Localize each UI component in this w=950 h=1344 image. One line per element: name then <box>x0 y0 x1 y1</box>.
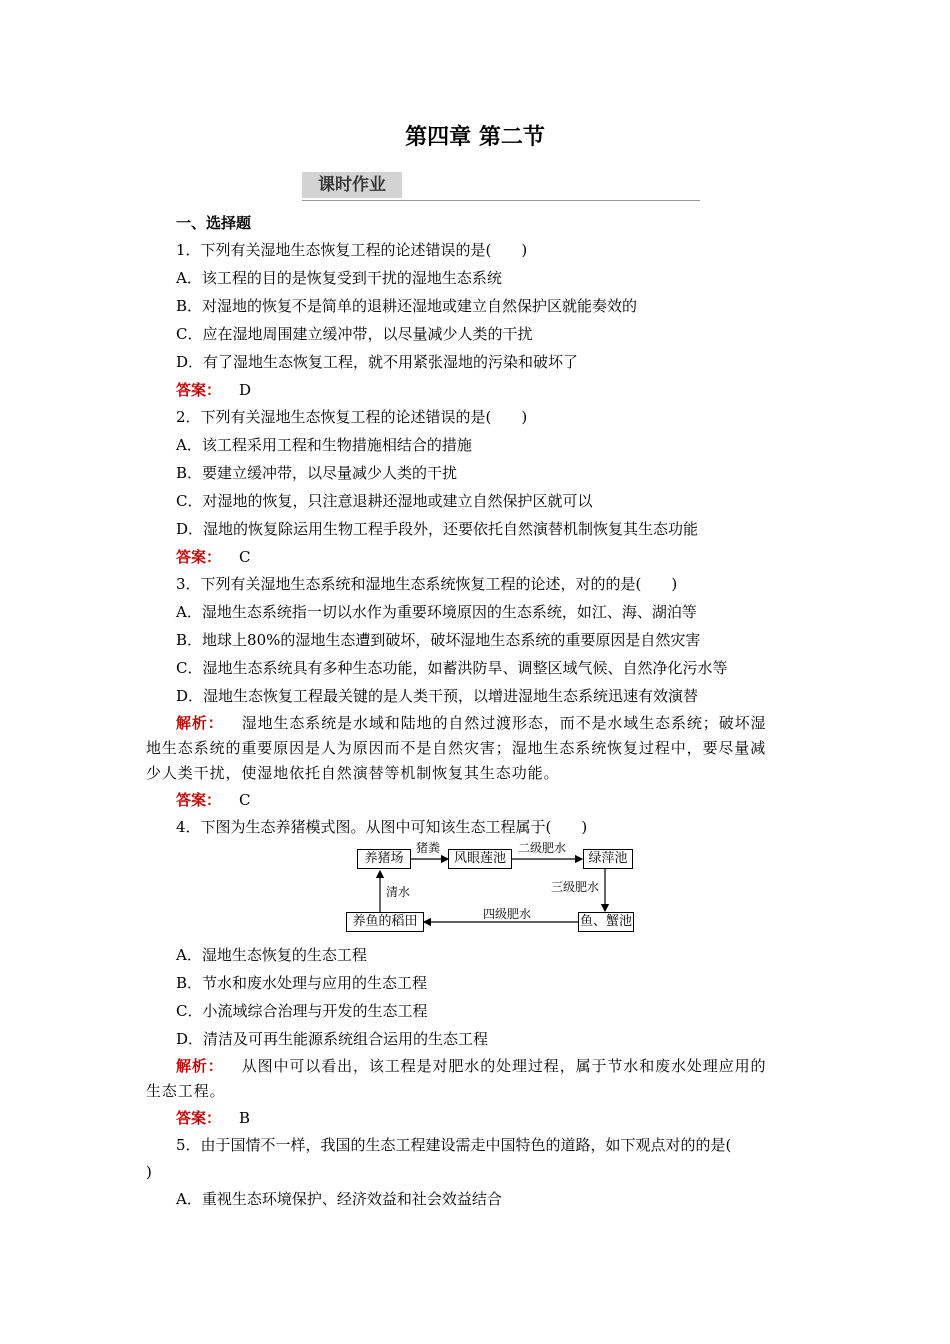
q3-option-d: D．湿地生态恢复工程最关键的是人类干预，以增进湿地生态系统迅速有效演替 <box>176 687 699 705</box>
answer-value: C <box>239 791 251 809</box>
section-heading: 一、选择题 <box>176 214 252 232</box>
q5-option-a: A．重视生态环境保护、经济效益和社会效益结合 <box>176 1190 502 1208</box>
q4-explanation-line-2: 生态工程。 <box>146 1082 226 1100</box>
eco-pig-farming-diagram <box>340 840 640 940</box>
answer-value: D <box>239 381 252 399</box>
q4-explanation-line-1: 解析： 从图中可以看出，该工程是对肥水的处理过程，属于节水和废水处理应用的 <box>176 1057 767 1075</box>
q1-option-c: C．应在湿地周围建立缓冲带，以尽量减少人类的干扰 <box>176 325 533 343</box>
q4-option-a: A．湿地生态恢复的生态工程 <box>176 946 367 964</box>
edge-label-level4: 四级肥水 <box>483 907 532 921</box>
q1-option-d: D．有了湿地生态恢复工程，就不用紧张湿地的污染和破坏了 <box>176 353 579 371</box>
explanation-label: 解析： <box>176 714 224 732</box>
answer-label: 答案： <box>176 381 222 399</box>
q2-option-a: A．该工程采用工程和生物措施相结合的措施 <box>176 436 472 454</box>
q2-option-c: C．对湿地的恢复，只注意退耕还湿地或建立自然保护区就可以 <box>176 492 593 510</box>
node-lotus-pond: 风眼莲池 <box>448 849 512 869</box>
q4-answer <box>176 1108 250 1128</box>
q1-answer <box>176 380 251 400</box>
q3-option-b: B．地球上80%的湿地生态遭到破坏，破坏湿地生态系统的重要原因是自然灾害 <box>176 631 701 649</box>
edge-label-pig-manure: 猪粪 <box>416 841 441 855</box>
q3-option-a: A．湿地生态系统指一切以水作为重要环境原因的生态系统，如江、海、湖泊等 <box>176 603 697 621</box>
answer-label: 答案： <box>176 548 222 566</box>
q4-option-c: C．小流域综合治理与开发的生态工程 <box>176 1002 428 1020</box>
answer-label: 答案： <box>176 791 222 809</box>
q2-answer <box>176 547 251 567</box>
q1-stem: 1．下列有关湿地生态恢复工程的论述错误的是( ) <box>176 241 528 259</box>
node-fish-crab-pond: 鱼、蟹池 <box>578 912 634 932</box>
node-pig-farm: 养猪场 <box>357 849 411 869</box>
q1-option-b: B．对湿地的恢复不是简单的退耕还湿地或建立自然保护区就能奏效的 <box>176 297 638 315</box>
q2-option-b: B．要建立缓冲带，以尽量减少人类的干扰 <box>176 464 458 482</box>
page-title: 第四章 第二节 <box>405 125 545 150</box>
q3-explanation-line-1: 解析： 湿地生态系统是水域和陆地的自然过渡形态，而不是水域生态系统；破坏湿 <box>176 714 767 732</box>
node-rice-field: 养鱼的稻田 <box>346 912 424 932</box>
q3-option-c: C．湿地生态系统具有多种生态功能，如蓄洪防旱、调整区域气候、自然净化污水等 <box>176 659 728 677</box>
q4-option-b: B．节水和废水处理与应用的生态工程 <box>176 974 428 992</box>
q3-answer <box>176 790 251 810</box>
node-duckweed-pond: 绿萍池 <box>583 849 633 869</box>
edge-label-level3: 三级肥水 <box>551 880 600 894</box>
answer-label: 答案： <box>176 1109 222 1127</box>
q5-stem-line-1: 5．由于国情不一样，我国的生态工程建设需走中国特色的道路，如下观点对的的是( <box>176 1136 732 1154</box>
q4-option-d: D．清洁及可再生能源系统组合运用的生态工程 <box>176 1030 489 1048</box>
q3-stem: 3．下列有关湿地生态系统和湿地生态系统恢复工程的论述，对的的是( ) <box>176 575 678 593</box>
homework-banner <box>302 172 700 201</box>
homework-tag: 课时作业 <box>302 172 402 198</box>
q2-stem: 2．下列有关湿地生态恢复工程的论述错误的是( ) <box>176 408 528 426</box>
q4-stem: 4．下图为生态养猪模式图。从图中可知该生态工程属于( ) <box>176 818 588 836</box>
q3-explanation-line-2: 地生态系统的重要原因是人为原因而不是自然灾害；湿地生态系统恢复过程中，要尽量减 <box>146 739 767 757</box>
q2-option-d: D．湿地的恢复除运用生物工程手段外，还要依托自然演替机制恢复其生态功能 <box>176 520 699 538</box>
q1-option-a: A．该工程的目的是恢复受到干扰的湿地生态系统 <box>176 269 502 287</box>
explanation-label: 解析： <box>176 1057 224 1075</box>
edge-label-level2: 二级肥水 <box>518 841 567 855</box>
edge-label-clear-water: 清水 <box>386 885 411 899</box>
q5-stem-line-2: ) <box>146 1163 152 1181</box>
q3-explanation-line-3: 少人类干扰，使湿地依托自然演替等机制恢复其生态功能。 <box>146 764 560 782</box>
answer-value: C <box>239 548 251 566</box>
answer-value: B <box>239 1109 251 1127</box>
